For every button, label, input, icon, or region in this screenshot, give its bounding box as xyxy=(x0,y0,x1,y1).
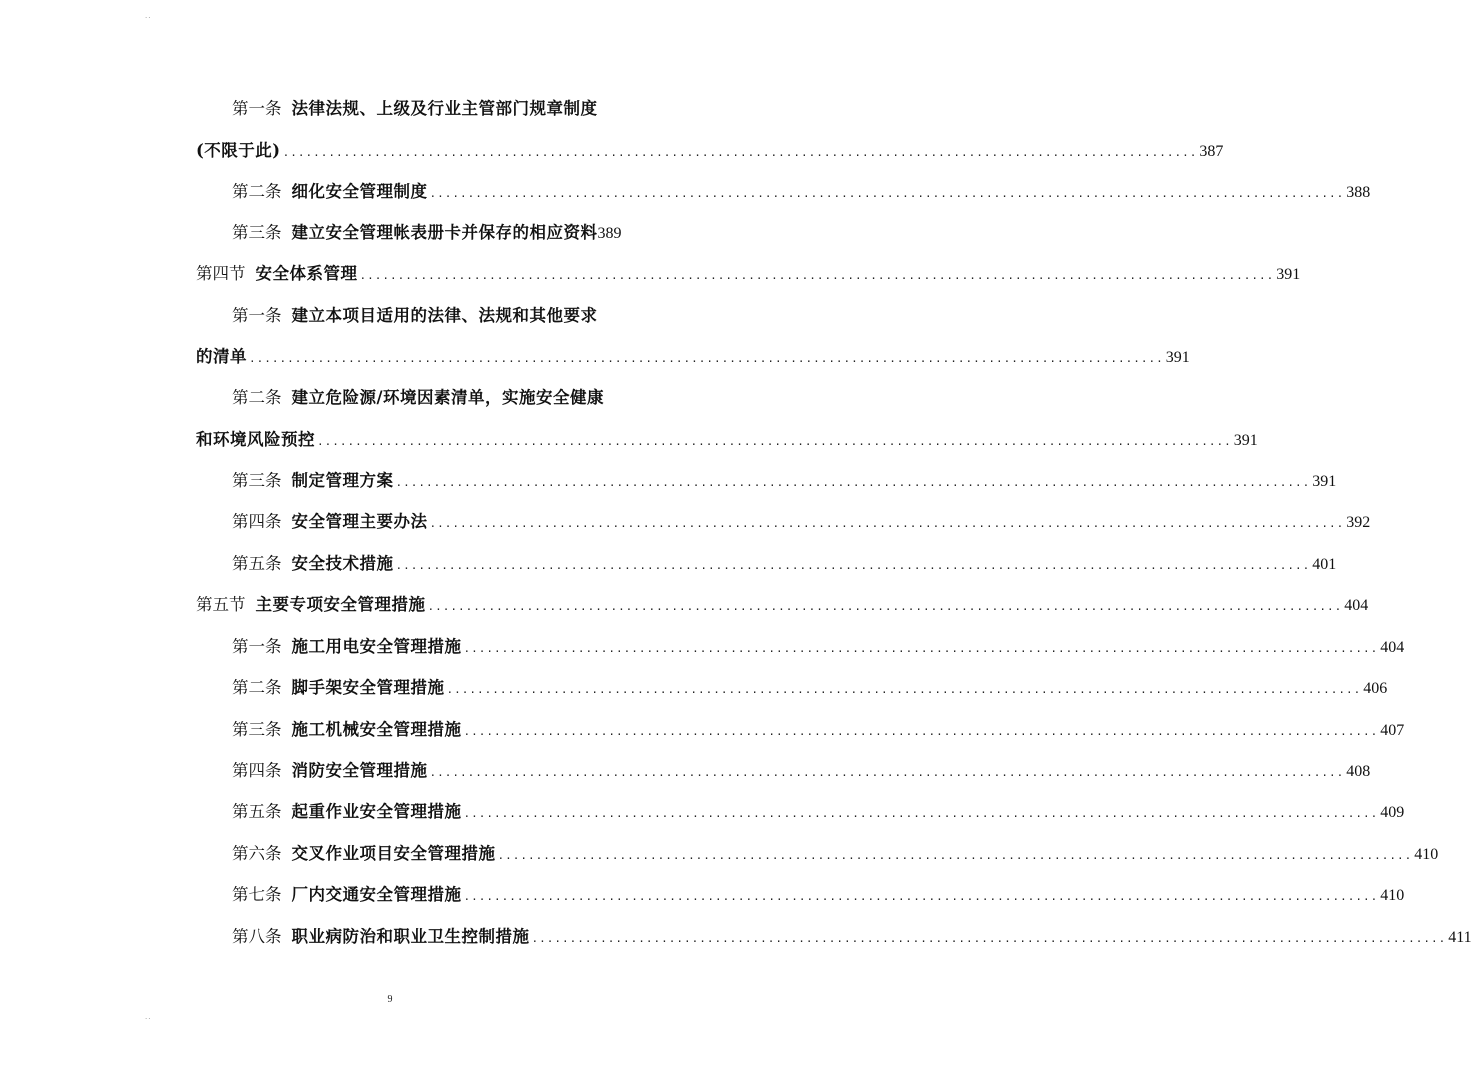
toc-entry-title: 起重作业安全管理措施 xyxy=(291,802,462,821)
toc-entry-label: 第二条 xyxy=(232,182,282,201)
toc-entry[interactable] xyxy=(196,593,1369,617)
corner-mark-top: .. xyxy=(145,12,152,20)
toc-entry-title: 法律法规、上级及行业主管部门规章制度 xyxy=(291,99,598,118)
toc-entry-title: 安全管理主要办法 xyxy=(291,512,428,531)
toc-entry-title: 建立本项目适用的法律、法规和其他要求 xyxy=(291,306,598,325)
toc-entry-title: 和环境风险预控 xyxy=(196,430,315,449)
toc-entry-page: 391 xyxy=(1312,473,1337,490)
toc-entry[interactable] xyxy=(196,262,1301,286)
toc-entry-title: 交叉作业项目安全管理措施 xyxy=(291,844,496,863)
toc-entry-page: 410 xyxy=(1380,887,1405,904)
toc-leader: ........................................................................................................................ xyxy=(463,642,1379,655)
toc-entry-page: 407 xyxy=(1380,722,1405,739)
toc-entry-label: 第四条 xyxy=(232,512,282,531)
toc-entry-title: 职业病防治和职业卫生控制措施 xyxy=(291,927,530,946)
toc-entry-page: 389 xyxy=(597,225,622,242)
toc-entry-page: 401 xyxy=(1312,556,1337,573)
toc-entry[interactable] xyxy=(232,180,1371,204)
toc-leader: ........................................................................................................................ xyxy=(282,146,1198,159)
toc-entry[interactable] xyxy=(232,883,1405,907)
toc-entry-page: 388 xyxy=(1346,184,1371,201)
toc-entry[interactable] xyxy=(232,718,1405,742)
toc-entry[interactable] xyxy=(196,345,1190,369)
toc-entry-label: 第五条 xyxy=(232,802,282,821)
toc-entry-title: 的清单 xyxy=(196,347,247,366)
toc-entry[interactable] xyxy=(232,925,1472,949)
toc-entry-title: 建立安全管理帐表册卡并保存的相应资料 xyxy=(291,223,598,242)
toc-entry-page: 391 xyxy=(1233,432,1258,449)
toc-leader: ........................................................................................................................ xyxy=(359,269,1275,282)
toc-entry-label: 第五条 xyxy=(232,554,282,573)
toc-entry-title: 制定管理方案 xyxy=(291,471,394,490)
toc-entry-title: 细化安全管理制度 xyxy=(291,182,428,201)
toc-entry-title: 脚手架安全管理措施 xyxy=(291,678,445,697)
toc-entry-label: 第六条 xyxy=(232,844,282,863)
toc-entry[interactable] xyxy=(196,139,1224,163)
toc-entry[interactable] xyxy=(232,759,1371,783)
toc-entry-label: 第二条 xyxy=(232,388,282,407)
toc-entry-title: 厂内交通安全管理措施 xyxy=(291,885,462,904)
toc-leader: ........................................................................................................................ xyxy=(497,849,1413,862)
toc-entry-title: 施工用电安全管理措施 xyxy=(291,637,462,656)
toc-entry-page: 391 xyxy=(1165,349,1190,366)
toc-entry[interactable] xyxy=(232,304,640,328)
toc-leader: ........................................................................................................................ xyxy=(249,352,1164,365)
toc-entry-label: 第三条 xyxy=(232,223,282,242)
toc-entry-title: 施工机械安全管理措施 xyxy=(291,720,462,739)
toc-leader: ........................................................................................................................ xyxy=(395,559,1311,572)
toc-entry-title: 消防安全管理措施 xyxy=(291,761,428,780)
toc-entry-label: 第四条 xyxy=(232,761,282,780)
toc-leader: ........................................................................................................................ xyxy=(463,890,1379,903)
toc-entry-page: 387 xyxy=(1199,143,1224,160)
toc-leader: ........................................................................................................................ xyxy=(463,807,1379,820)
toc-leader: ........................................................................................................................ xyxy=(395,476,1311,489)
toc-entry[interactable] xyxy=(232,635,1405,659)
toc-entry-page: 404 xyxy=(1380,639,1405,656)
toc-entry[interactable] xyxy=(232,469,1337,493)
toc-entry-page: 392 xyxy=(1346,514,1371,531)
toc-entry[interactable] xyxy=(232,800,1405,824)
toc-entry-page: 406 xyxy=(1363,680,1388,697)
toc-entry-label: 第一条 xyxy=(232,306,282,325)
toc-entry[interactable] xyxy=(232,221,662,245)
toc-entry-page: 409 xyxy=(1380,804,1405,821)
toc-entry-label: 第二条 xyxy=(232,678,282,697)
toc-entry-label: 第七条 xyxy=(232,885,282,904)
toc-entry-title: 安全技术措施 xyxy=(291,554,394,573)
corner-mark-bottom: .. xyxy=(145,1013,152,1021)
toc-entry[interactable] xyxy=(196,428,1258,452)
toc-entry-title: 主要专项安全管理措施 xyxy=(255,595,426,614)
toc-leader: ........................................................................................................................ xyxy=(446,683,1362,696)
toc-leader: ........................................................................................................................ xyxy=(429,517,1345,530)
toc-entry-label: 第一条 xyxy=(232,99,282,118)
toc-entry-page: 410 xyxy=(1414,846,1439,863)
toc-entry[interactable] xyxy=(232,842,1439,866)
toc-leader: ........................................................................................................................ xyxy=(427,600,1343,613)
toc-entry-page: 391 xyxy=(1276,266,1301,283)
toc-entry[interactable] xyxy=(232,386,640,410)
toc-entry-label: 第一条 xyxy=(232,637,282,656)
toc-entry[interactable] xyxy=(232,97,640,121)
toc-entry-page: 408 xyxy=(1346,763,1371,780)
toc-entry-page: 411 xyxy=(1448,929,1472,946)
toc-entry[interactable] xyxy=(232,552,1337,576)
toc-entry-label: 第五节 xyxy=(196,595,246,614)
toc-entry-page: 404 xyxy=(1344,597,1369,614)
toc-entry-title: 安全体系管理 xyxy=(255,264,358,283)
toc-entry[interactable] xyxy=(232,676,1388,700)
toc-leader: ........................................................................................................................ xyxy=(531,932,1447,945)
page-number: 9 xyxy=(387,994,393,1005)
toc-entry-label: 第三条 xyxy=(232,720,282,739)
toc-leader: ........................................................................................................................ xyxy=(463,725,1379,738)
toc-leader: ........................................................................................................................ xyxy=(429,187,1345,200)
toc-leader: ........................................................................................................................ xyxy=(317,435,1232,448)
toc-entry-label: 第四节 xyxy=(196,264,246,283)
toc-entry-title: (不限于此) xyxy=(196,141,281,160)
toc-entry-label: 第三条 xyxy=(232,471,282,490)
toc-entry[interactable] xyxy=(232,510,1371,534)
toc-entry-title: 建立危险源/环境因素清单，实施安全健康 xyxy=(291,388,605,407)
toc-leader: ........................................................................................................................ xyxy=(429,766,1345,779)
toc-entry-label: 第八条 xyxy=(232,927,282,946)
